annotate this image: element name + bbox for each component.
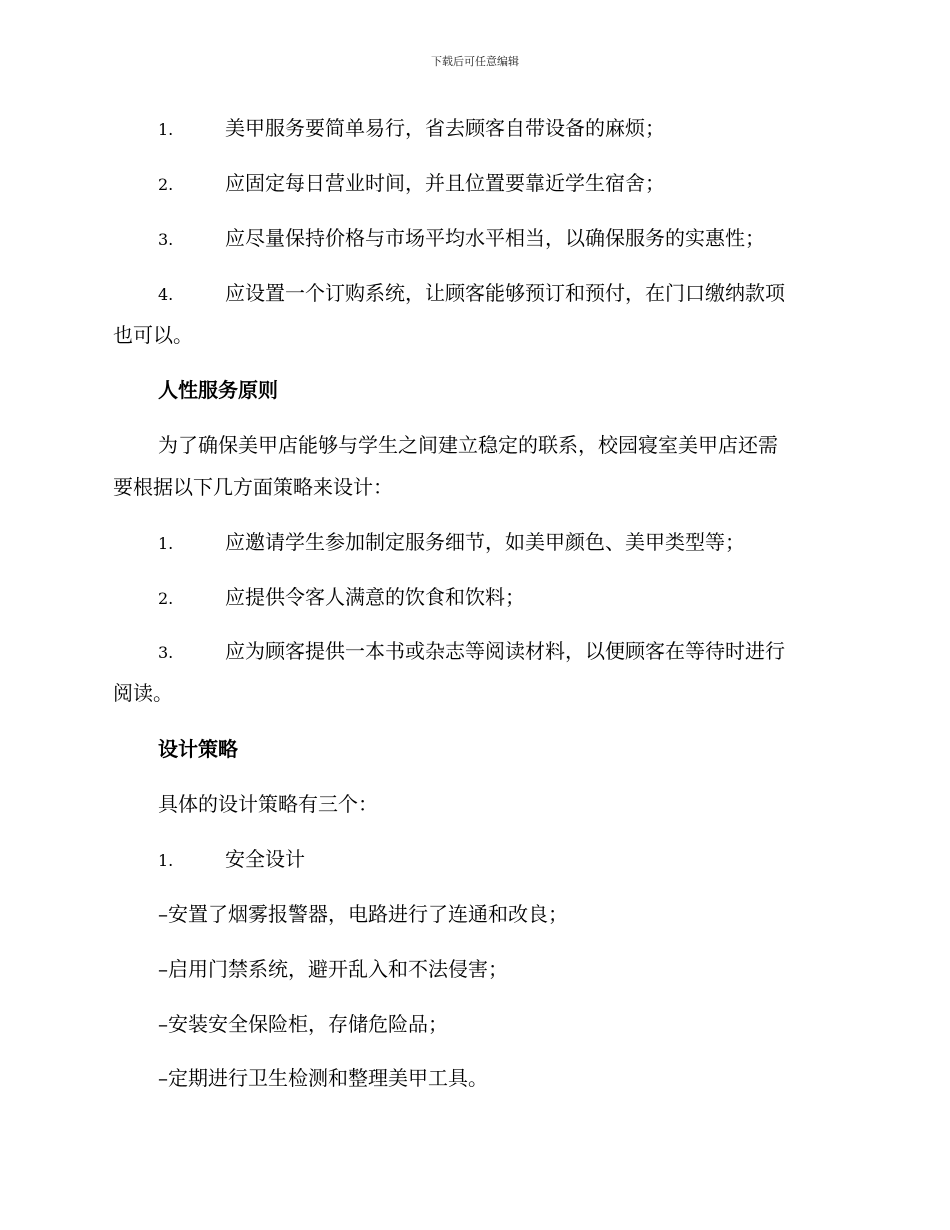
list-item bbox=[113, 114, 835, 144]
list-item bbox=[113, 845, 835, 875]
bullet-item: –定期进行卫生检测和整理美甲工具。 bbox=[158, 1066, 488, 1090]
list-item bbox=[113, 279, 835, 309]
list-number: 2. bbox=[158, 589, 174, 608]
list-number: 1. bbox=[158, 120, 174, 139]
list-item-continuation: 阅读。 bbox=[113, 681, 173, 705]
paragraph-line: 具体的设计策略有三个： bbox=[158, 792, 378, 816]
page-header: 下载后可任意编辑 bbox=[431, 55, 519, 68]
list-item bbox=[113, 637, 835, 667]
list-text: 应邀请学生参加制定服务细节，如美甲颜色、美甲类型等； bbox=[225, 530, 745, 554]
list-item bbox=[113, 583, 835, 613]
bullet-item: –安装安全保险柜，存储危险品； bbox=[158, 1012, 448, 1036]
list-item bbox=[113, 528, 835, 558]
list-text: 应为顾客提供一本书或杂志等阅读材料，以便顾客在等待时进行 bbox=[225, 639, 785, 663]
section-heading: 人性服务原则 bbox=[158, 378, 278, 402]
paragraph-line: 为了确保美甲店能够与学生之间建立稳定的联系，校园寝室美甲店还需 bbox=[158, 433, 778, 457]
list-text: 应固定每日营业时间，并且位置要靠近学生宿舍； bbox=[225, 171, 665, 195]
list-number: 1. bbox=[158, 534, 174, 553]
list-item bbox=[113, 224, 835, 254]
list-number: 3. bbox=[158, 643, 174, 662]
list-item-continuation: 也可以。 bbox=[113, 323, 193, 347]
list-number: 4. bbox=[158, 285, 174, 304]
paragraph-line: 要根据以下几方面策略来设计： bbox=[113, 475, 393, 499]
list-number: 1. bbox=[158, 851, 174, 870]
list-text: 安全设计 bbox=[225, 847, 305, 871]
list-text: 应尽量保持价格与市场平均水平相当，以确保服务的实惠性； bbox=[225, 226, 765, 250]
list-text: 美甲服务要简单易行，省去顾客自带设备的麻烦； bbox=[225, 116, 665, 140]
list-text: 应提供令客人满意的饮食和饮料； bbox=[225, 585, 525, 609]
bullet-item: –安置了烟雾报警器，电路进行了连通和改良； bbox=[158, 902, 568, 926]
list-item bbox=[113, 169, 835, 199]
section-heading: 设计策略 bbox=[158, 737, 238, 761]
list-number: 3. bbox=[158, 230, 174, 249]
list-text: 应设置一个订购系统，让顾客能够预订和预付，在门口缴纳款项 bbox=[225, 281, 785, 305]
bullet-item: –启用门禁系统，避开乱入和不法侵害； bbox=[158, 957, 508, 981]
list-number: 2. bbox=[158, 175, 174, 194]
